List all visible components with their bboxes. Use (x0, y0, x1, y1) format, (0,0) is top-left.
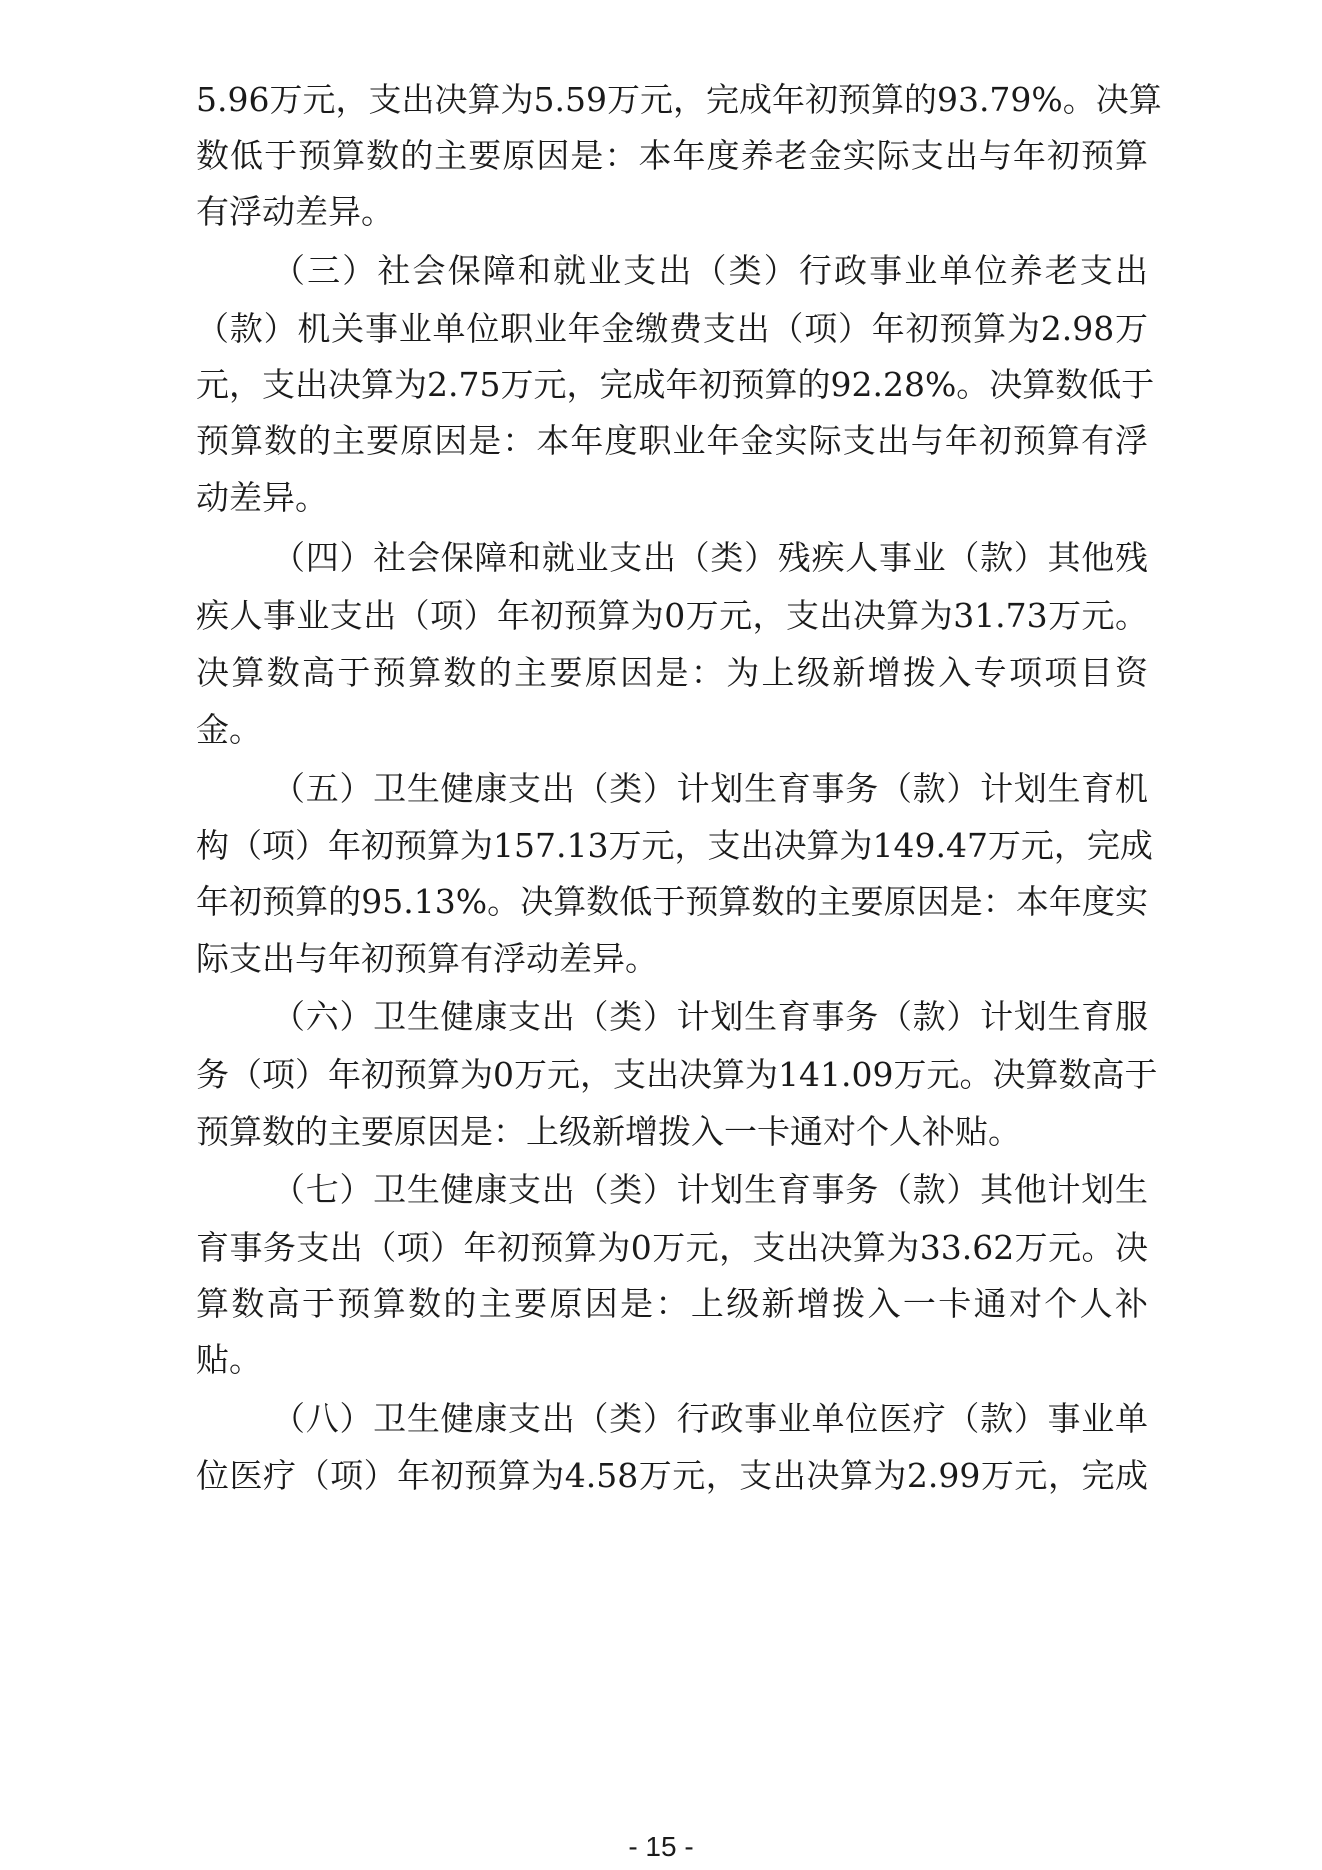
text-line: 预算数的主要原因是：上级新增拨入一卡通对个人补贴。 (196, 1112, 1021, 1151)
text-line: 算数高于预算数的主要原因是：上级新增拨入一卡通对个人补 (196, 1284, 1148, 1323)
text-line: 育事务支出（项）年初预算为0万元，支出决算为33.62万元。决 (196, 1228, 1148, 1267)
paragraph-heading-line: （七）卫生健康支出（类）计划生育事务（款）其他计划生 (272, 1170, 1148, 1209)
paragraph-heading-line: （四）社会保障和就业支出（类）残疾人事业（款）其他残 (272, 538, 1148, 577)
text-line: 构（项）年初预算为157.13万元，支出决算为149.47万元，完成 (196, 826, 1153, 865)
paragraph-heading-line: （三）社会保障和就业支出（类）行政事业单位养老支出 (272, 251, 1148, 290)
text-line: 有浮动差异。 (196, 192, 394, 231)
text-line: 务（项）年初预算为0万元，支出决算为141.09万元。决算数高于 (196, 1055, 1158, 1094)
paragraph-heading-line: （八）卫生健康支出（类）行政事业单位医疗（款）事业单 (272, 1399, 1148, 1438)
text-line: （款）机关事业单位职业年金缴费支出（项）年初预算为2.98万 (196, 309, 1148, 348)
text-line: 金。 (196, 710, 262, 749)
text-line: 位医疗（项）年初预算为4.58万元，支出决算为2.99万元，完成 (196, 1456, 1148, 1495)
paragraph-heading-line: （五）卫生健康支出（类）计划生育事务（款）计划生育机 (272, 769, 1148, 808)
page-number: - 15 - (628, 1831, 694, 1862)
text-line: 年初预算的95.13%。决算数低于预算数的主要原因是：本年度实 (196, 882, 1148, 921)
text-line: 元，支出决算为2.75万元，完成年初预算的92.28%。决算数低于 (196, 365, 1155, 404)
text-line: 疾人事业支出（项）年初预算为0万元，支出决算为31.73万元。 (196, 596, 1148, 635)
text-line: 贴。 (196, 1340, 262, 1379)
text-line: 决算数高于预算数的主要原因是：为上级新增拨入专项项目资 (196, 653, 1148, 692)
text-line: 动差异。 (196, 478, 328, 517)
text-line: 预算数的主要原因是：本年度职业年金实际支出与年初预算有浮 (196, 421, 1148, 460)
paragraph-heading-line: （六）卫生健康支出（类）计划生育事务（款）计划生育服 (272, 997, 1148, 1036)
text-line: 际支出与年初预算有浮动差异。 (196, 939, 658, 978)
text-line: 5.96万元，支出决算为5.59万元，完成年初预算的93.79%。决算 (196, 80, 1162, 119)
text-line: 数低于预算数的主要原因是：本年度养老金实际支出与年初预算 (196, 136, 1148, 175)
